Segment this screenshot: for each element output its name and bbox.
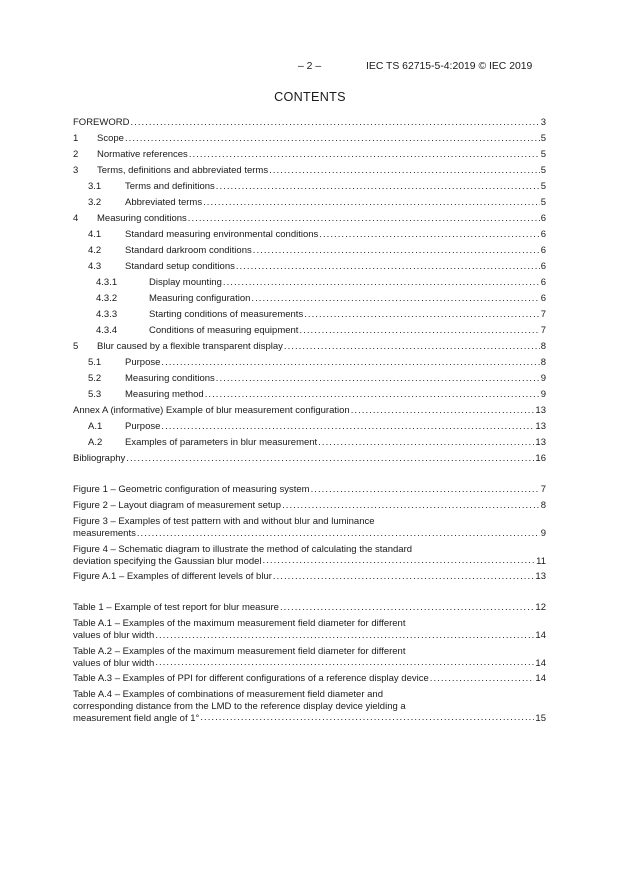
toc-entry[interactable] (73, 113, 546, 129)
dot-leader (251, 293, 539, 305)
dot-leader (223, 277, 540, 289)
figure-entry-title-line: deviation specifying the Gaussian blur model (73, 555, 262, 567)
dot-leader (282, 500, 540, 512)
contents-title: CONTENTS (274, 90, 346, 104)
toc-entry-page: 16 (535, 453, 546, 464)
toc-entry-number: A.1 (88, 421, 103, 432)
dot-leader (126, 453, 534, 465)
figure-entry-page: 11 (536, 555, 546, 567)
toc-entry-page: 5 (540, 149, 546, 160)
document-reference: IEC TS 62715-5-4:2019 © IEC 2019 (366, 61, 533, 72)
table-entry[interactable] (73, 669, 546, 685)
dot-leader (263, 555, 536, 567)
dot-leader (430, 673, 535, 685)
toc-entry-number: 5 (73, 341, 79, 352)
toc-entry-number: 2 (73, 149, 79, 160)
toc-entry-page: 9 (540, 373, 546, 384)
toc-entry-title: Display mounting (149, 277, 222, 288)
figure-entry-title-line: measurements (73, 528, 136, 539)
toc-entry-title: Purpose (125, 421, 161, 432)
toc-entry-title: Measuring configuration (149, 293, 251, 304)
toc-entry-page: 5 (540, 181, 546, 192)
toc-entry[interactable] (73, 273, 546, 289)
figure-entry-title-line: Figure 4 – Schematic diagram to illustrate the method of calculating the standard (73, 543, 413, 555)
table-entry[interactable] (73, 642, 546, 670)
toc-entry-title: Terms, definitions and abbreviated terms (97, 165, 269, 176)
toc-entry-number: 4.3.1 (96, 277, 118, 288)
table-entry-page: 14 (535, 630, 546, 641)
toc-entry-page: 9 (540, 389, 546, 400)
dot-leader (304, 309, 540, 321)
toc-entry-page: 6 (540, 229, 546, 240)
toc-entry-page: 5 (540, 133, 546, 144)
toc-entry[interactable] (73, 449, 546, 465)
toc-entry-page: 8 (540, 341, 546, 352)
toc-entry-number: 4.1 (88, 229, 102, 240)
toc-entry[interactable] (73, 193, 546, 209)
toc-entry[interactable] (73, 433, 546, 449)
toc-entry[interactable] (73, 257, 546, 273)
figure-entry[interactable] (73, 567, 546, 583)
table-entry-title: Table 1 – Example of test report for blur measure (73, 602, 279, 613)
table-entry[interactable] (73, 598, 546, 614)
toc-entry-number: 3 (73, 165, 79, 176)
toc-entry[interactable] (73, 417, 546, 433)
dot-leader (269, 165, 540, 177)
toc-entry-title: Measuring conditions (125, 373, 215, 384)
figure-entry-title-line: Figure 3 – Examples of test pattern with and without blur and luminance (73, 516, 375, 527)
table-entry-page: 12 (535, 602, 546, 613)
dot-leader (318, 437, 534, 449)
toc-entry[interactable] (73, 337, 546, 353)
table-entry-page: 15 (535, 712, 546, 724)
dot-leader (351, 405, 535, 417)
dot-leader (319, 229, 539, 241)
toc-entry-page: 6 (540, 261, 546, 272)
toc-entry[interactable] (73, 289, 546, 305)
table-entry-page: 14 (535, 657, 546, 669)
toc-entry-page: 13 (535, 421, 546, 432)
dot-leader (188, 213, 540, 225)
toc-entry[interactable] (73, 177, 546, 193)
toc-entry-number: 4 (73, 213, 79, 224)
page-number: – 2 – (298, 61, 322, 72)
figure-entry-last-line (73, 555, 546, 567)
toc-entry-page: 5 (540, 197, 546, 208)
table-entry-title-line: measurement field angle of 1° (73, 712, 200, 724)
dot-leader (311, 484, 540, 496)
toc-entry-page: 6 (540, 213, 546, 224)
dot-leader (284, 341, 540, 353)
figure-entry-page: 7 (540, 484, 546, 495)
toc-entry-title: Normative references (97, 149, 188, 160)
table-entry-title-line: Table A.4 – Examples of combinations of measurement field diameter and (73, 689, 383, 700)
toc-entry[interactable] (73, 161, 546, 177)
toc-entry-page: 13 (535, 405, 546, 416)
table-entry-last-line (73, 712, 546, 724)
toc-entry-number: 5.1 (88, 357, 102, 368)
dot-leader (280, 602, 534, 614)
toc-entry[interactable] (73, 241, 546, 257)
toc-entry[interactable] (73, 401, 546, 417)
table-of-contents (73, 113, 546, 724)
toc-entry[interactable] (73, 305, 546, 321)
figure-entry[interactable] (73, 512, 546, 540)
toc-entry-page: 13 (535, 437, 546, 448)
toc-entry-number: 5.2 (88, 373, 102, 384)
toc-entry[interactable] (73, 321, 546, 337)
figure-entry[interactable] (73, 496, 546, 512)
toc-entry-page: 3 (540, 117, 546, 128)
toc-entry-title: Standard measuring environmental conditions (125, 229, 319, 240)
figure-entry-title: Figure A.1 – Examples of different levels of blur (73, 571, 272, 582)
table-entry-title-line: corresponding distance from the LMD to the reference display device yielding a (73, 700, 406, 712)
toc-entry-number: 1 (73, 133, 79, 144)
table-entry-last-line (73, 657, 546, 669)
table-entry-title-line: Table A.1 – Examples of the maximum measurement field diameter for different (73, 618, 406, 629)
table-entry-page: 14 (535, 673, 546, 684)
dot-leader (189, 149, 540, 161)
toc-entry-page: 8 (540, 357, 546, 368)
toc-entry-number: 3.1 (88, 181, 102, 192)
toc-entry-title: Terms and definitions (125, 181, 215, 192)
dot-leader (216, 181, 540, 193)
toc-entry-title: FOREWORD (73, 117, 130, 128)
figure-entry-page: 9 (540, 528, 546, 539)
toc-entry-title: Conditions of measuring equipment (149, 325, 299, 336)
dot-leader (216, 373, 540, 385)
toc-entry-title: Measuring method (125, 389, 204, 400)
dot-leader (273, 571, 535, 583)
toc-entry-title: Abbreviated terms (125, 197, 203, 208)
toc-entry-number: 3.2 (88, 197, 102, 208)
toc-entry[interactable] (73, 145, 546, 161)
toc-entry-number: A.2 (88, 437, 103, 448)
toc-entry-number: 4.2 (88, 245, 102, 256)
dot-leader (155, 657, 534, 669)
dot-leader (299, 325, 539, 337)
toc-entry-page: 5 (540, 165, 546, 176)
toc-entry[interactable] (73, 129, 546, 145)
table-entry-title: Table A.3 – Examples of PPI for different configurations of a reference display device (73, 673, 429, 684)
figure-entry-page: 8 (540, 500, 546, 511)
toc-entry-page: 6 (540, 245, 546, 256)
toc-entry-title: Starting conditions of measurements (149, 309, 304, 320)
figure-entry[interactable] (73, 480, 546, 496)
dot-leader (203, 197, 540, 209)
toc-entry-page: 7 (540, 309, 546, 320)
toc-entry-number: 4.3.4 (96, 325, 118, 336)
page-header (0, 61, 620, 75)
toc-entry-title: Bibliography (73, 453, 126, 464)
table-entry-last-line (73, 630, 546, 642)
toc-entry-title: Standard darkroom conditions (125, 245, 252, 256)
dot-leader (205, 389, 540, 401)
toc-entry[interactable] (73, 385, 546, 401)
toc-entry-title: Scope (97, 133, 124, 144)
dot-leader (200, 712, 534, 724)
toc-entry-number: 4.3 (88, 261, 102, 272)
toc-entry-page: 6 (540, 277, 546, 288)
figure-entry-last-line (73, 528, 546, 540)
toc-entry[interactable] (73, 353, 546, 369)
toc-entry-title: Measuring conditions (97, 213, 187, 224)
toc-entry[interactable] (73, 209, 546, 225)
table-entry-title-line: values of blur width (73, 630, 155, 641)
toc-entry-page: 6 (540, 293, 546, 304)
dot-leader (236, 261, 540, 273)
figure-entry-title: Figure 2 – Layout diagram of measurement setup (73, 500, 282, 511)
toc-entry-number: 4.3.2 (96, 293, 118, 304)
toc-entry[interactable] (73, 369, 546, 385)
table-entry[interactable] (73, 685, 546, 724)
dot-leader (125, 133, 540, 145)
toc-entry-title: Standard setup conditions (125, 261, 235, 272)
dot-leader (253, 245, 540, 257)
toc-entry-number: 4.3.3 (96, 309, 118, 320)
dot-leader (137, 528, 540, 540)
dot-leader (161, 421, 534, 433)
toc-entry[interactable] (73, 225, 546, 241)
dot-leader (155, 630, 534, 642)
figure-entry[interactable] (73, 540, 546, 568)
dot-leader (161, 357, 539, 369)
toc-entry-title: Blur caused by a flexible transparent display (97, 341, 283, 352)
dot-leader (130, 117, 539, 129)
toc-entry-title: Annex A (informative) Example of blur measurement configuration (73, 405, 350, 416)
figure-entry-title: Figure 1 – Geometric configuration of measuring system (73, 484, 310, 495)
figure-entry-page: 13 (535, 571, 546, 582)
table-entry-title-line: Table A.2 – Examples of the maximum measurement field diameter for different (73, 645, 406, 657)
table-entry-title-line: values of blur width (73, 657, 155, 669)
toc-entry-number: 5.3 (88, 389, 102, 400)
toc-entry-title: Examples of parameters in blur measurement (125, 437, 318, 448)
toc-entry-title: Purpose (125, 357, 161, 368)
table-entry[interactable] (73, 614, 546, 642)
toc-entry-page: 7 (540, 325, 546, 336)
